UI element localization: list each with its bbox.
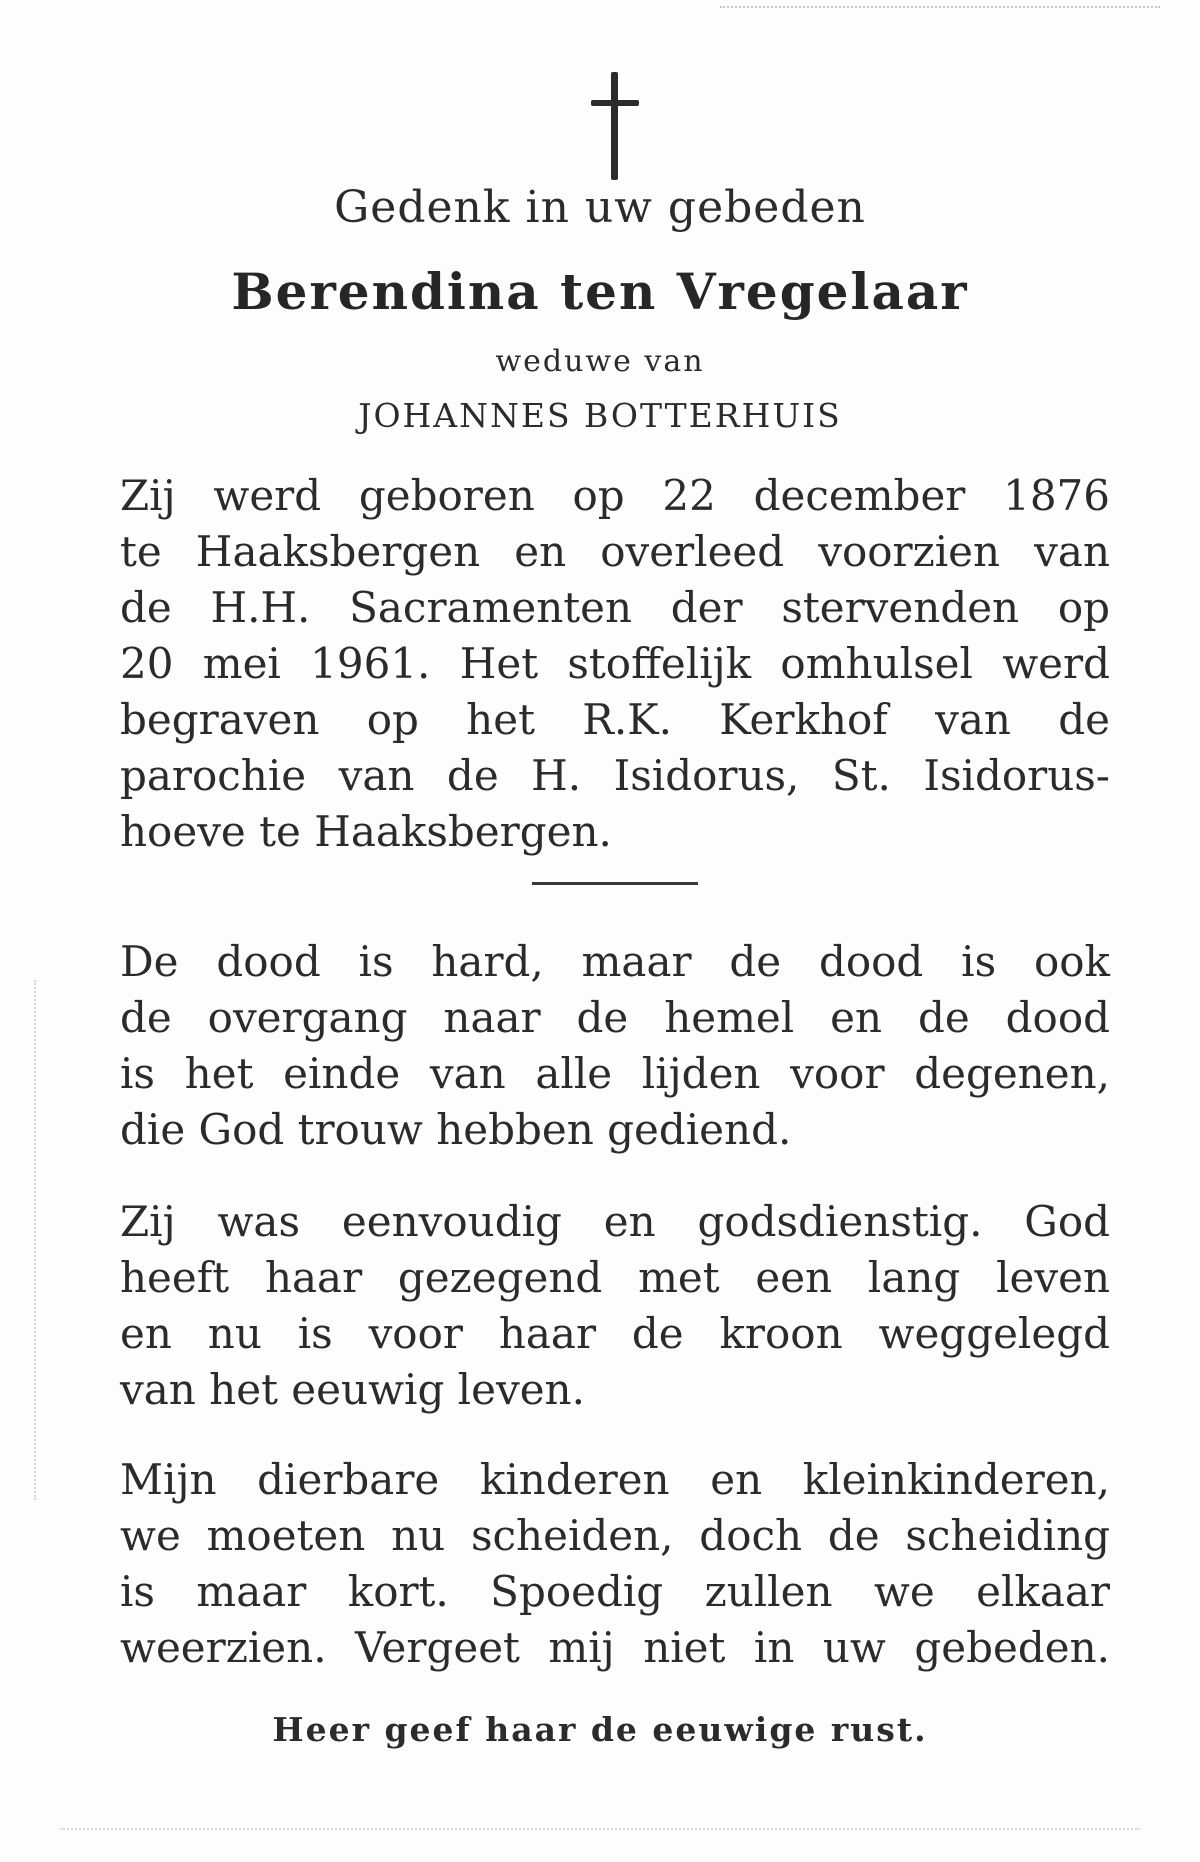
reflection-paragraph xyxy=(120,934,1110,1158)
section-divider xyxy=(532,882,698,885)
text-line: van het eeuwig leven. xyxy=(120,1365,585,1414)
deceased-name: Berendina ten Vregelaar xyxy=(231,262,969,321)
farewell-paragraph xyxy=(120,1452,1110,1676)
text-line: Zij werd geboren op 22 december 1876 xyxy=(120,471,1110,520)
closing-prayer: Heer geef haar de eeuwige rust. xyxy=(272,1710,928,1749)
text-line: de H.H. Sacramenten der stervenden op xyxy=(120,583,1110,632)
scan-edge-left xyxy=(34,980,36,1500)
relation-label: weduwe van xyxy=(495,344,705,379)
text-line: begraven op het R.K. Kerkhof van de xyxy=(120,695,1110,744)
cross-icon xyxy=(587,72,643,180)
text-line: die God trouw hebben gediend. xyxy=(120,1105,792,1154)
text-line: Zij was eenvoudig en godsdienstig. God xyxy=(120,1197,1110,1246)
scan-edge-bottom xyxy=(60,1828,1140,1830)
text-line: 20 mei 1961. Het stoffelijk omhulsel werd xyxy=(120,639,1110,688)
spouse-name: JOHANNES BOTTERHUIS xyxy=(358,396,842,435)
text-line: hoeve te Haaksbergen. xyxy=(120,807,612,856)
text-line: en nu is voor haar de kroon weggelegd xyxy=(120,1309,1110,1358)
text-line: we moeten nu scheiden, doch de scheiding xyxy=(120,1511,1110,1560)
text-line: te Haaksbergen en overleed voorzien van xyxy=(120,527,1110,576)
character-paragraph xyxy=(120,1194,1110,1418)
text-line: is maar kort. Spoedig zullen we elkaar xyxy=(120,1567,1110,1616)
scan-edge-top xyxy=(720,6,1160,8)
text-line: de overgang naar de hemel en de dood xyxy=(120,993,1110,1042)
biography-paragraph xyxy=(120,468,1110,860)
remembrance-heading: Gedenk in uw gebeden xyxy=(334,182,866,233)
text-line: Mijn dierbare kinderen en kleinkinderen, xyxy=(120,1455,1110,1504)
text-line: De dood is hard, maar de dood is ook xyxy=(120,937,1110,986)
text-line: parochie van de H. Isidorus, St. Isidorus- xyxy=(120,751,1110,800)
text-line: weerzien. Vergeet mij niet in uw gebeden. xyxy=(120,1623,1110,1672)
text-line: heeft haar gezegend met een lang leven xyxy=(120,1253,1110,1302)
text-line: is het einde van alle lijden voor degenen, xyxy=(120,1049,1110,1098)
